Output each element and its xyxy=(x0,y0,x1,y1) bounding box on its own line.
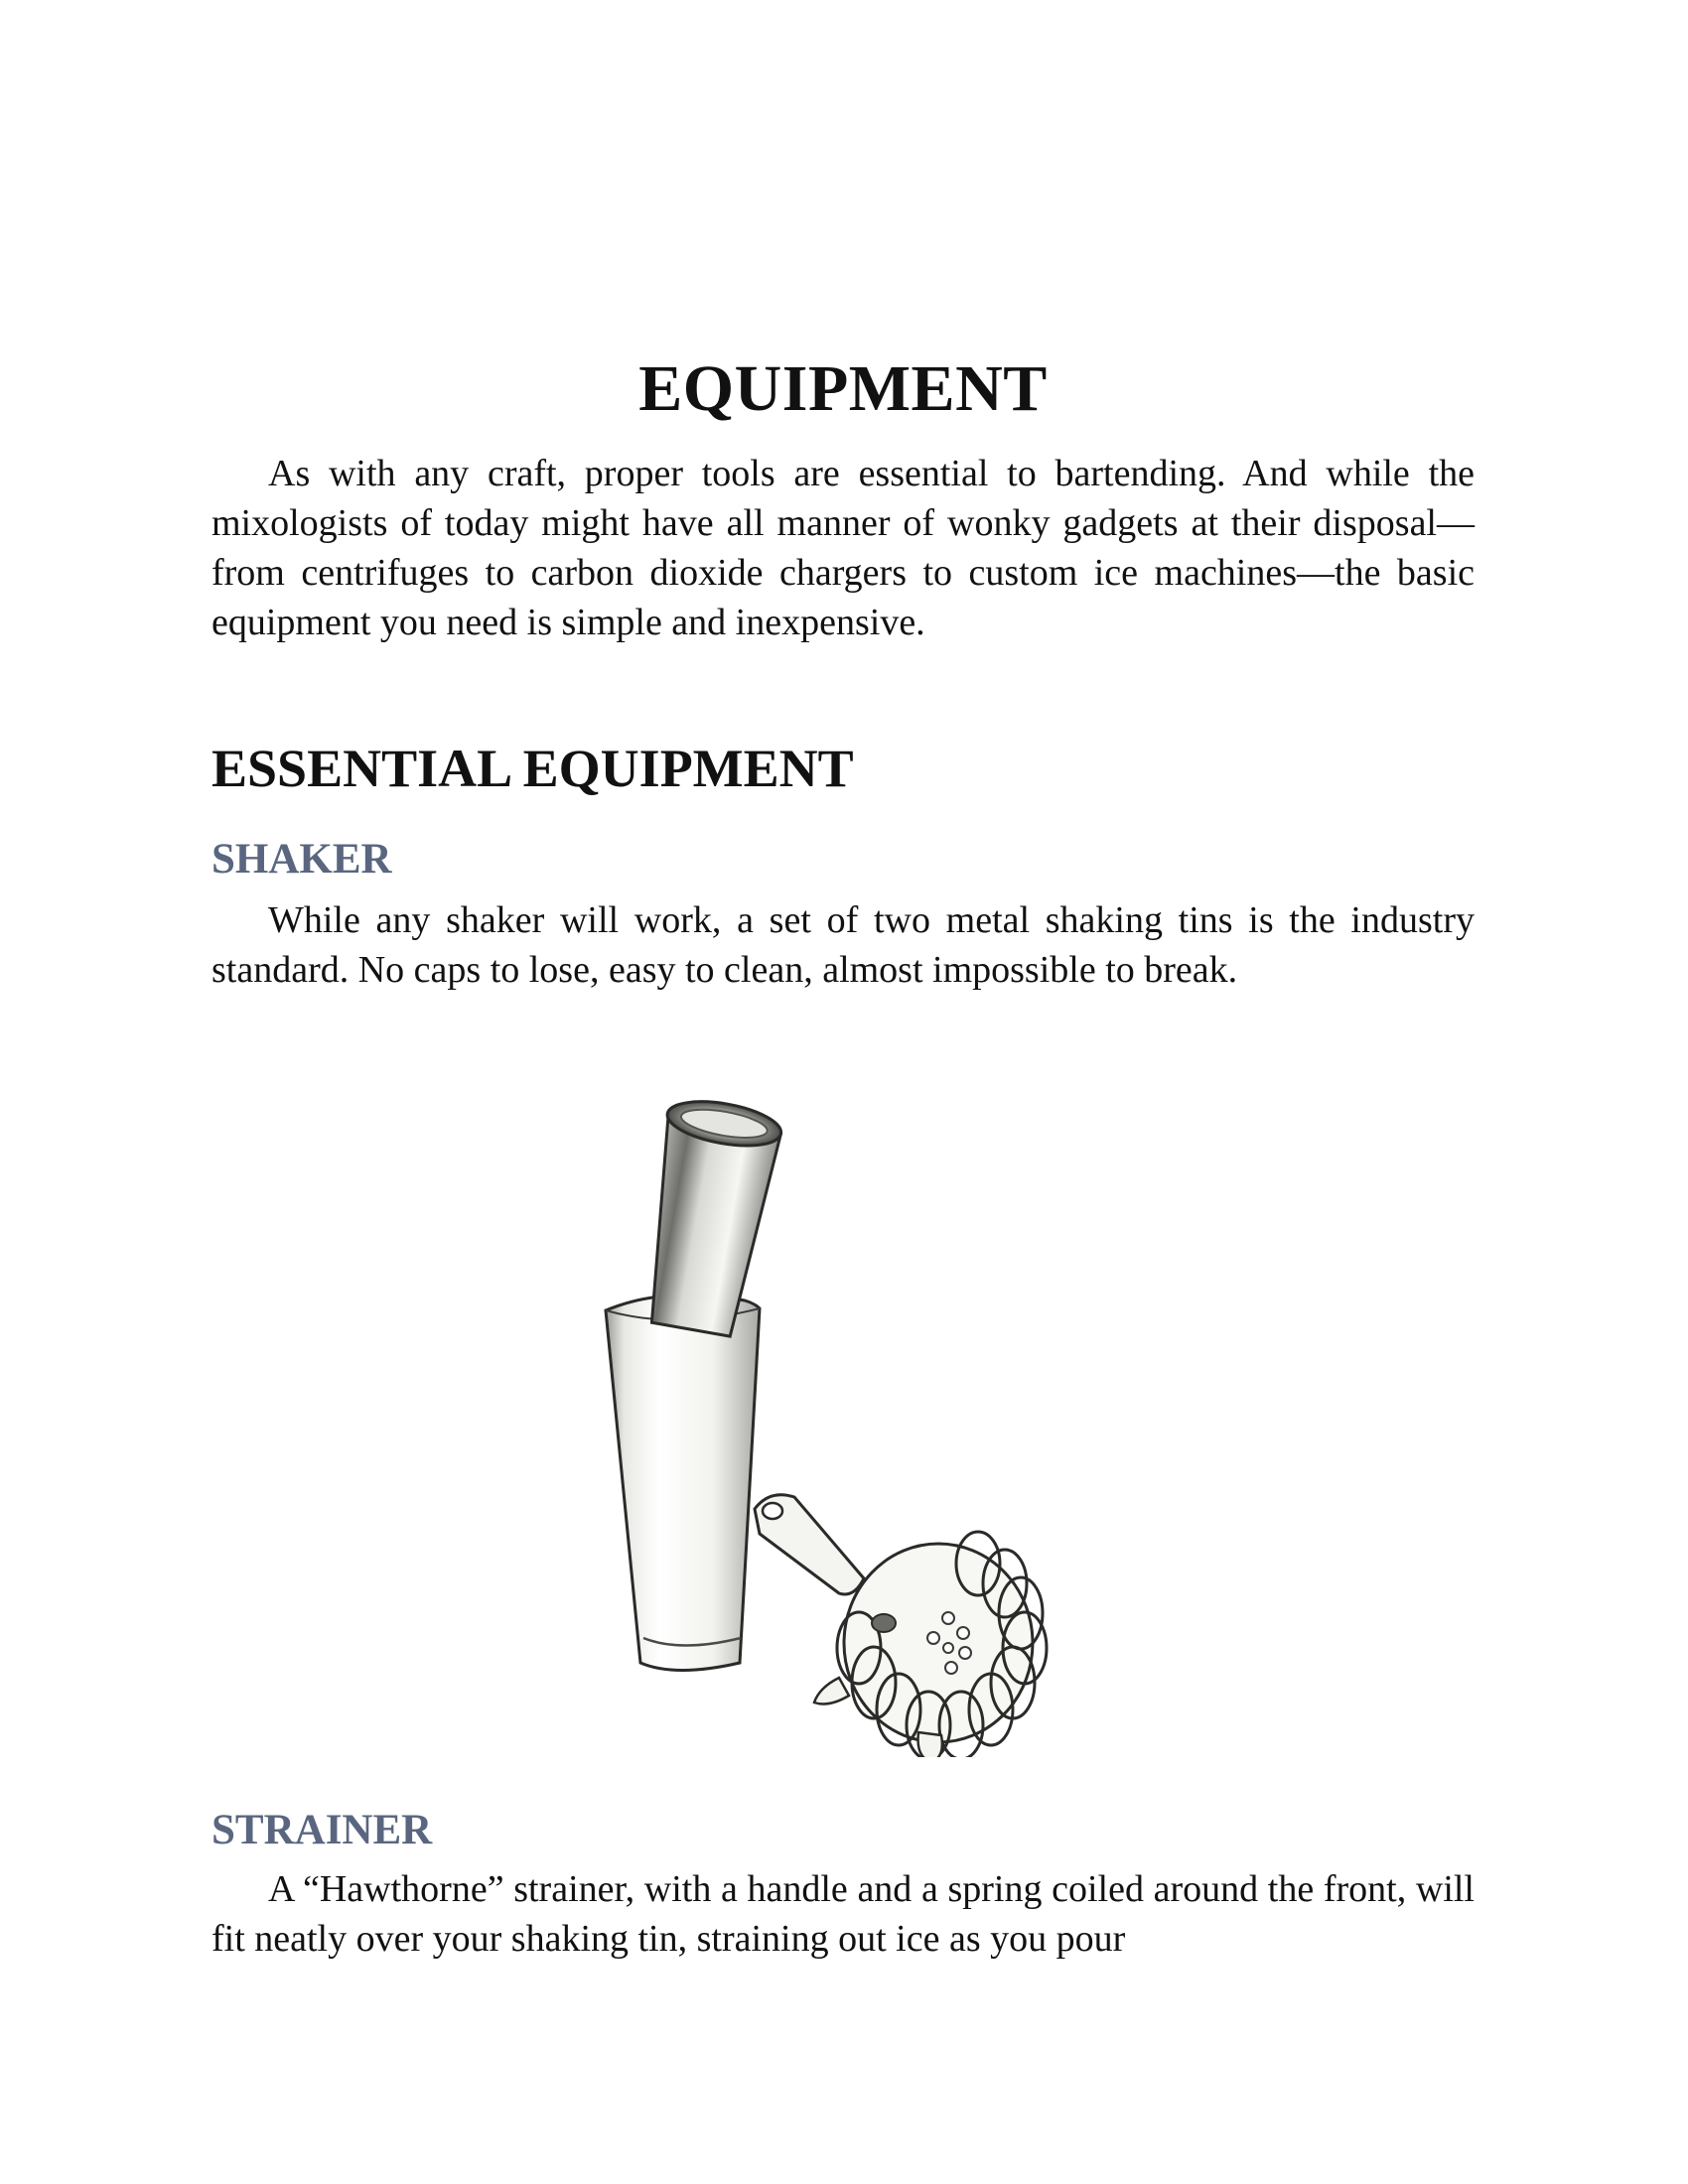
shaker-text: While any shaker will work, a set of two metal shaking tins is the industry standard. No caps to lose, easy to clean, almost impossible to break. xyxy=(211,899,1475,991)
shaking-tin-bottom xyxy=(606,1295,760,1670)
section-heading: ESSENTIAL EQUIPMENT xyxy=(211,739,854,798)
shaker-heading: SHAKER xyxy=(211,836,392,883)
intro-text: As with any craft, proper tools are essential to bartending. And while the mixologists of today might have all manner of wonky gadgets at their disposal—from centrifuges to carbon dioxide chargers to custom ice machines—the basic equipment you need is simple and inexpensive. xyxy=(211,453,1475,643)
shaking-tin-top xyxy=(632,1094,784,1339)
page-title: EQUIPMENT xyxy=(638,352,1048,425)
strainer-heading: STRAINER xyxy=(211,1807,433,1853)
strainer-text: A “Hawthorne” strainer, with a handle and a spring coiled around the front, will fit neatly over your shaking tin, straining out ice as you pour xyxy=(211,1868,1475,1960)
shaker-and-strainer-illustration xyxy=(556,1082,1112,1757)
strainer-paragraph xyxy=(211,1864,1475,1964)
hawthorne-strainer xyxy=(755,1495,1047,1757)
shaker-paragraph xyxy=(211,895,1475,995)
intro-paragraph xyxy=(211,449,1475,647)
